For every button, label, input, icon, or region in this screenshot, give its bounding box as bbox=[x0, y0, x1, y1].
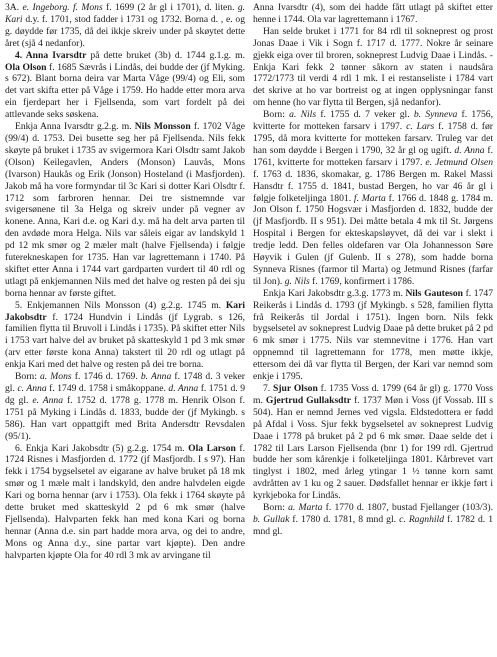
text-run: Enkja Kari Jakobsdtr g.3.g. 1773 m. bbox=[263, 287, 406, 299]
text-run: 7. bbox=[263, 383, 274, 394]
text-run: på dette bruket (3b) d. 1744 g.1.g. m. bbox=[86, 49, 246, 61]
child-entry: g. Nils bbox=[284, 275, 310, 287]
text-run: f. 1763 d. 1836, skomakar, g. 1786 Bergen m. Rakel Massi Hansdtr f. 1755 d. 1841, bustad Bergen, ho var 46 år gl i følgje folketeljinga 1801. bbox=[253, 168, 493, 204]
text-run: f. 1782 d. 1 mnd gl. bbox=[253, 513, 493, 537]
child-entry: e. Ingeborg. f. Mons bbox=[22, 2, 103, 13]
text-run: f. 1748 d. 3 veker gl. bbox=[5, 371, 245, 394]
person-name: Nils Monsson bbox=[134, 121, 191, 133]
person-name: Gjertrud Gullaksdtr bbox=[265, 394, 351, 406]
left-text-column bbox=[5, 2, 245, 657]
paragraph bbox=[5, 50, 245, 121]
text-run: f. 1761, kvitterte for motteken farsarv i 1797. bbox=[253, 144, 494, 168]
text-run: f. 1766 d. 1848 g. 1784 m. Jon Olson f. 1750 Hogsvær i Masfjorden d. 1832, budde der (jf Masfjordb. II s 951). Dei måtte betala 4 mk til St. Jørgens Hospital i Bergen for ekteskapsløyvet, då dei var i slekt i tredje ledd. Den felles oldefaren var Ola Johannesson Søre Høyvik i Gulen (jf Gulenb. II s 278), som hadde borna Synneva Risnes (farmor til Marta) og Jetmund Risnes (farfar til Jon). bbox=[253, 192, 493, 287]
text-run: f. 1735 Voss d. 1799 (64 år gl) g. 1770 Voss m. bbox=[253, 383, 494, 406]
person-name: Ola Larson bbox=[188, 442, 236, 454]
paragraph bbox=[253, 109, 493, 288]
text-run: f. 1685 Sævrås i Lindås, dei budde der (jf Myking. s 672). Blant borna deira var Marta Våge (99/4) og Eli, som det vart skifta etter på Våge i 1759. Ho hadde etter mora arva ein fjerdepart her i Fjellsenda, som vart fordelt på dei attlevande seks søskena. bbox=[5, 61, 245, 121]
child-entry: c. Anna bbox=[17, 383, 47, 394]
paragraph bbox=[5, 443, 245, 562]
text-run: f. 1737 Møn i Voss (jf Vossab. III s 504). Han er nemnd Jernes ved vigsla. Eldstedottera er fødd på Afdal i Voss. Sjur fekk bygselsetel av sokneprest Ludvig Daae i 1778 på bruket på 2 pd 6 mk smør. Daae selde det i 1782 til Lars Larson Fjellsenda (bnr 1) for 199 rdl. Gjertrud budde her som kårenkje i folketeljinga 1801. Kårbrevet vart tinglyst i 1802, med årleg ytingar 1 ½ tønne korn samt avdråtten av 1 ku og 2 sauer. Dødsfallet hennar er ikkje ført i kyrkjeboka for Lindås. bbox=[253, 394, 493, 502]
person-name: Ola Olson bbox=[5, 61, 47, 73]
child-entry: d. Anna bbox=[168, 383, 199, 394]
text-run: f. 1724 Risnes i Masfjorden d. 1772 (jf Masfjordb. I s 97). Han fekk i 1754 bygselsetel av eigarane av halve bruket på 18 mk smør og 1 mæle malt i landskyld, den andre halvdelen eigde Kari og borna hennar (arv i 1753). Ola fekk i 1764 skøyte på dette bruket med skatteskyld 2 pd 6 mk smør (halve Fjellsenda). Halvparten fekk han med kona Kari og borna hennar (Anna d.e. sin part hadde mora arva, og dei to andre, Mons og Anna d.y., sine partar vart kjøpte). Den andre halvparten kjøpte Ola for 40 rdl 3 mk av arvingane til bbox=[5, 442, 245, 561]
child-entry: c. Lars bbox=[406, 121, 435, 133]
text-run: f. 1747 Reikerås i Lindås d. 1793 (jf Mykingb. s 528, familien flytta frå Reikerås til Jordal i 1751). Ingen born. Nils fekk bygselsetel av sokneprest Ludvig Daae på dette bruket på 2 pd 6 mk smør i 1775. Nils var stemnevitne i 1776. Han vart oppnemnd til lagrettemann for 1778, men møtte ikkje, ettersom dei då var flytta til Bergen, der Kari var nemnd som enkje i 1795. bbox=[253, 287, 493, 383]
text-run: f. 1746 d. 1769. bbox=[71, 371, 141, 383]
text-run: f. 1770 d. 1807, bustad Fjellanger (103/3). bbox=[322, 502, 494, 514]
child-entry: f. Marta bbox=[353, 192, 386, 204]
child-entry: c. Ragnhild bbox=[399, 513, 444, 525]
text-run: f. 1769, konfirmert i 1786. bbox=[309, 275, 415, 287]
text-run: f. 1752 d. 1778 g. 1778 m. Henrik Olson f. 1751 på Myking i Lindås d. 1833, budde der (jf Mykingb. s 586). Han vart oppattgift med Brita Andersdtr Revsdalen (95/1). bbox=[5, 394, 245, 442]
text-run: Anna Ivarsdtr (4), som dei hadde fått utlagt på skiftet etter henne i 1744. Ola var lagrettemann i 1767. bbox=[253, 2, 493, 25]
child-entry: e. Anna bbox=[32, 394, 64, 406]
paragraph bbox=[5, 121, 245, 300]
person-name: Kari Jakobsdtr bbox=[5, 299, 245, 323]
child-entry: e. Jetmund Olsen bbox=[425, 156, 493, 168]
paragraph bbox=[253, 26, 493, 109]
child-entry: a. Nils bbox=[289, 109, 317, 121]
child-entry: a. Mons bbox=[39, 371, 72, 383]
text-run: 5. Enkjemannen Nils Monsson (4) g.2.g. 1745 m. bbox=[15, 299, 226, 311]
text-run: f. 1756, kvitterte for motteken farsarv i 1797. bbox=[253, 109, 493, 133]
text-run: f. 1749 d. 1758 i småkoppane. bbox=[46, 383, 169, 394]
child-entry: b. Anna bbox=[140, 371, 172, 383]
person-name: Nils Gauteson bbox=[405, 287, 463, 299]
paragraph bbox=[5, 371, 245, 442]
text-run: d.y. f. 1701, stod fadder i 1731 og 1732. Borna d. , e. og g. døydde før 1735, då dei ikkje skreiv under på skøytet dette året (sjå 4 nedanfor). bbox=[5, 13, 245, 49]
person-name: 4. Anna Ivarsdtr bbox=[15, 49, 87, 61]
text-run: 6. Enkja Kari Jakobsdtr (5) g.2.g. 1754 m. bbox=[15, 442, 189, 454]
text-run: f. 1724 Hundvin i Lindås (jf Lygrab. s 126, familien flytta til Bruvoll i Lindås i 1735). På skiftet etter Nils i 1753 vart halve del av bruket på skatteskyld 1 pd 3 mk smør (arv etter første kona Anna) takstert til 20 rdl og utlagt på enkja Kari med det halve og resten på dei tre borna. bbox=[5, 311, 245, 371]
text-run: 3A. bbox=[5, 2, 23, 13]
text-run: f. 1702 Våge (99/4) d. 1753. Dei busette seg her på Fjellsenda. Nils fekk skøyte på bruket i 1735 av svigermora Kari Olsdtr samt Jakob (Olson) Keilegavlen, Anders (Monson) Lauvås, Mons (Ivarson) Haukås og Erik (Jonson) Hosteland (i Masfjorden). Jakob må ha vore formyndar til 3c Kari si dotter Kari Olsdtr f. 1712 som farbroren hennar. Dei tre sistnemnde var svigersønene til 3a Helga og skreiv under på vegner av konene. Anna, Kari d.e. og Kari d.y. må ha delt arva parten til den avdøde mora Helga. Nils var såleis eigar av landskyld 1 pd 12 mk smør og 2 mæler malt (halve Fjellsenda) i følgje futerekneskapen for 1735. Han var lagrettemann i 1740. På skiftet etter Anna i 1744 vart gardparten vurdert til 40 rdl og utlagt på enkjemannen Nils med det halve og resten på dei sju borna hennar av første giftet. bbox=[5, 121, 246, 299]
paragraph bbox=[5, 2, 245, 50]
text-run: Enkja Anna Ivarsdtr g.2.g. m. bbox=[15, 121, 135, 133]
text-run: Born: bbox=[263, 109, 290, 121]
text-run: f. 1699 (2 år gl i 1701), d. liten. bbox=[102, 2, 238, 13]
text-run: f. 1758 d. før 1795, då mora kvitterte for motteken farsarv. Truleg var det han som døydde i Bergen i 1790, 32 år gl og ugift. bbox=[253, 121, 493, 156]
paragraph bbox=[253, 383, 493, 502]
text-run: f. 1755 d. 7 veker gl. bbox=[316, 109, 414, 121]
paragraph bbox=[5, 300, 245, 371]
person-name: Sjur Olson bbox=[273, 383, 318, 394]
child-entry: d. Anna bbox=[454, 144, 485, 156]
child-entry: a. Marta bbox=[288, 502, 323, 514]
paragraph bbox=[253, 502, 493, 538]
text-run: Born: bbox=[263, 502, 289, 514]
text-run: f. 1751 d. 9 dg gl. bbox=[5, 383, 246, 406]
paragraph bbox=[253, 288, 493, 383]
text-run: Born: bbox=[15, 371, 40, 383]
child-entry: b. Gullak bbox=[253, 513, 290, 525]
text-run: f. 1780 d. 1781, 8 mnd gl. bbox=[289, 513, 400, 525]
paragraph bbox=[253, 2, 493, 26]
child-entry: g. Kari bbox=[5, 2, 246, 25]
right-text-column bbox=[253, 2, 493, 657]
child-entry: b. Synneva bbox=[413, 109, 458, 121]
text-run: Han selde bruket i 1771 for 84 rdl til sokneprest og prost Jonas Daae i Vik i Sogn f. 1717 d. 1777. Nokre år seinare gjekk eiga over til broren, sokneprest Ludvig Daae i Lindås. - Enkja Kari fekk 2 tønner såkorn av staten i naudsåra 1772/1773 til verdi 4 rdl 1 mk. I ei restanseliste i 1784 vart det skrive at ho var bortreist og at ingen opplysningar fanst om henne (ho var flytta til Bergen, sjå nedanfor). bbox=[253, 25, 493, 109]
